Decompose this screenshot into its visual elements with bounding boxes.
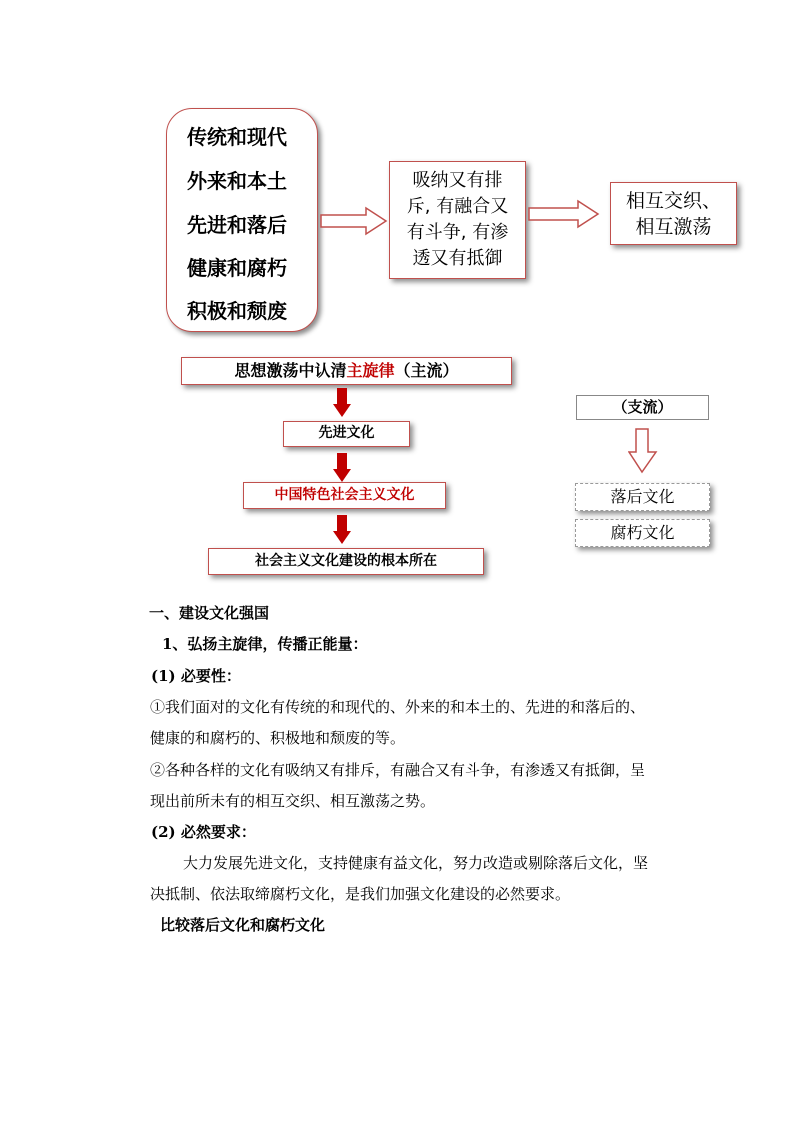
advanced-culture-box xyxy=(283,421,410,447)
contrast-item: 健康和腐朽 xyxy=(187,256,287,280)
compare-heading: 比较落后文化和腐朽文化 xyxy=(160,916,326,934)
section-heading: 一、建设文化强国 xyxy=(149,604,270,622)
socialist-culture-label: 中国特色社会主义文化 xyxy=(274,487,415,503)
main-theme-suffix: （主流） xyxy=(394,361,459,380)
interaction-line: 有斗争, 有渗 xyxy=(406,222,509,243)
requirement-heading: (2) 必然要求： xyxy=(151,823,256,841)
socialist-culture-box xyxy=(243,482,446,509)
interaction-line: 吸纳又有排 xyxy=(412,170,503,191)
backward-culture-box xyxy=(575,483,710,511)
main-theme-box xyxy=(181,357,512,385)
subsection-heading: 1、弘扬主旋律，传播正能量： xyxy=(162,635,368,653)
down-arrow-icon xyxy=(333,388,351,418)
contrast-item: 传统和现代 xyxy=(187,125,287,149)
branch-box xyxy=(576,395,709,420)
down-arrow-icon xyxy=(333,453,351,483)
contrast-item: 先进和落后 xyxy=(187,213,287,237)
paragraph-line: 健康的和腐朽的、积极地和颓废的等。 xyxy=(150,729,406,747)
right-arrow-icon xyxy=(528,199,600,229)
result-line: 相互交织、 xyxy=(625,190,721,212)
branch-label: （支流） xyxy=(612,398,673,416)
backward-culture-label: 落后文化 xyxy=(610,487,675,506)
down-arrow-icon xyxy=(333,515,351,545)
main-theme-prefix: 思想激荡中认清 xyxy=(234,361,347,380)
down-arrow-icon xyxy=(628,428,658,474)
contrast-item: 外来和本土 xyxy=(187,169,287,193)
decadent-culture-label: 腐朽文化 xyxy=(610,523,675,542)
advanced-culture-label: 先进文化 xyxy=(318,425,375,441)
paragraph-line: 决抵制、依法取缔腐朽文化，是我们加强文化建设的必然要求。 xyxy=(150,885,571,903)
contrast-list-box xyxy=(166,108,318,332)
paragraph-line: 大力发展先进文化，支持健康有益文化，努力改造或剔除落后文化，坚 xyxy=(183,854,649,872)
paragraph-line: 现出前所未有的相互交织、相互激荡之势。 xyxy=(150,792,436,810)
interaction-line: 斥, 有融合又 xyxy=(406,196,509,217)
result-box xyxy=(610,182,737,245)
paragraph-line: ②各种各样的文化有吸纳又有排斥，有融合又有斗争，有渗透又有抵御，呈 xyxy=(150,761,646,779)
foundation-box xyxy=(208,548,484,575)
right-arrow-icon xyxy=(320,206,388,236)
main-theme-highlight: 主旋律 xyxy=(346,361,395,380)
foundation-label: 社会主义文化建设的根本所在 xyxy=(255,553,437,569)
result-line: 相互激荡 xyxy=(635,216,712,238)
decadent-culture-box xyxy=(575,519,710,547)
interaction-box xyxy=(389,161,526,279)
interaction-line: 透又有抵御 xyxy=(412,248,503,269)
necessity-heading: (1) 必要性： xyxy=(151,667,241,685)
paragraph-line: ①我们面对的文化有传统的和现代的、外来的和本土的、先进的和落后的、 xyxy=(150,698,646,716)
contrast-item: 积极和颓废 xyxy=(187,299,287,323)
